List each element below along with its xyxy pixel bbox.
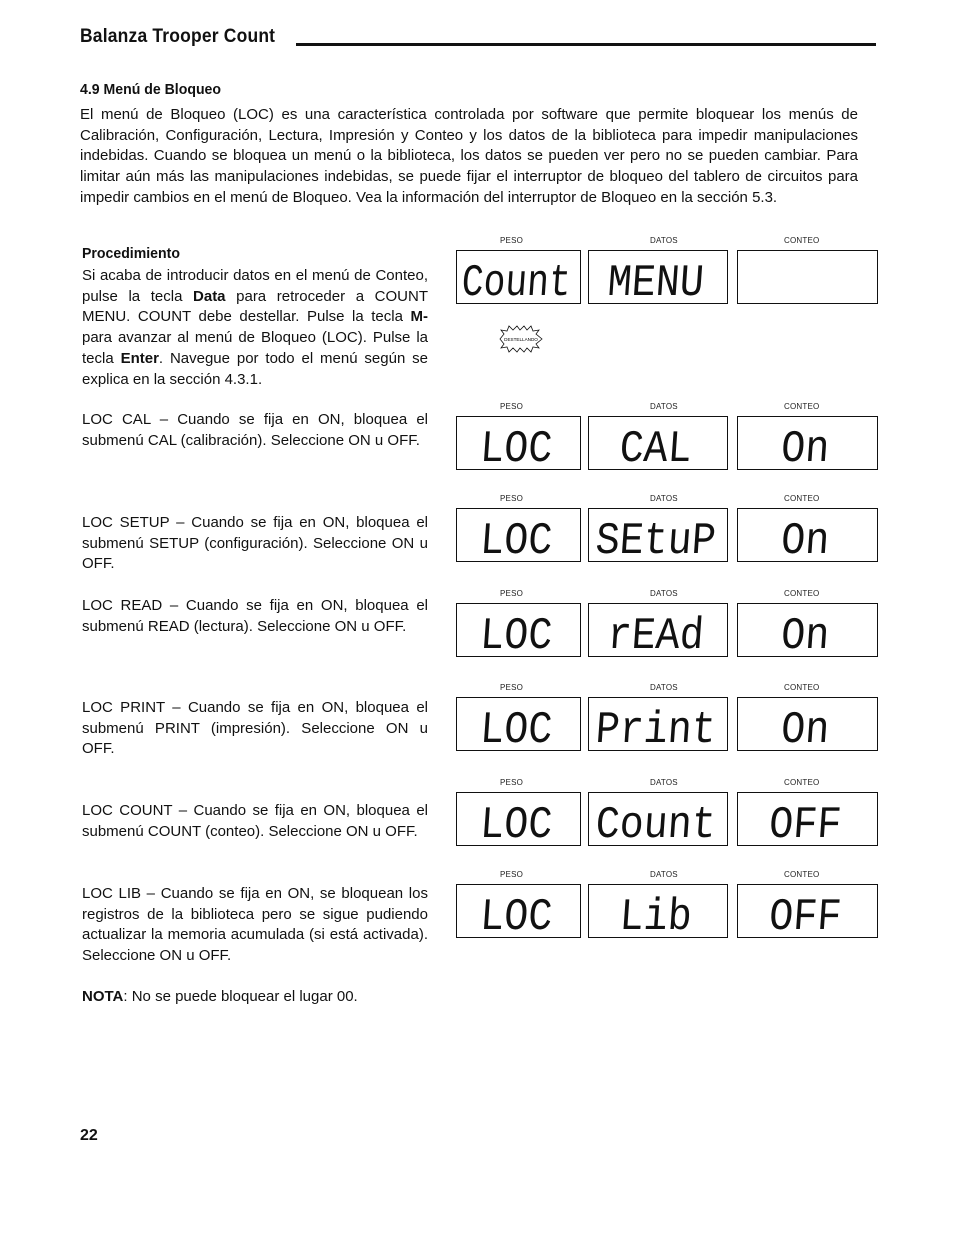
procedure-heading: Procedimiento <box>82 245 180 262</box>
datos-display <box>588 416 728 475</box>
conteo-caption: CONTEO <box>784 683 820 692</box>
datos-display-text: Lib <box>617 891 703 943</box>
peso-display-text: Count <box>459 257 599 309</box>
loc-setup-paragraph: LOC SETUP – Cuando se fija en ON, bloquea el submenú SETUP (configuración). Seleccione ON u OFF. <box>82 514 428 573</box>
conteo-display <box>737 792 878 851</box>
flashing-indicator-icon <box>498 324 544 354</box>
conteo-display-text: On <box>779 610 838 662</box>
peso-display <box>456 250 599 309</box>
conteo-caption: CONTEO <box>784 870 820 879</box>
datos-display-text: Count <box>593 799 733 851</box>
loc-cal-paragraph: LOC CAL – Cuando se fija en ON, bloquea el submenú CAL (calibración). Seleccione ON u OFF. <box>82 411 428 449</box>
procedure-paragraph <box>82 266 428 390</box>
peso-display <box>456 508 581 567</box>
section-heading: 4.9 Menú de Bloqueo <box>80 81 222 98</box>
page-number: 22 <box>80 1127 98 1144</box>
page-header <box>80 26 876 48</box>
datos-display-text: Print <box>593 704 733 756</box>
key-enter: Enter <box>120 349 159 367</box>
nota-paragraph <box>82 987 428 1008</box>
conteo-display <box>737 884 878 943</box>
procedure-text: para avanzar al menú de Bloqueo (LOC). Pulse la tecla <box>82 329 428 367</box>
conteo-display <box>737 603 878 662</box>
datos-caption: DATOS <box>650 870 678 879</box>
flash-label: DESTELLANDO <box>504 337 538 342</box>
key-data: Data <box>193 287 226 305</box>
conteo-caption: CONTEO <box>784 236 820 245</box>
peso-display-text: LOC <box>478 423 564 475</box>
document-title: Balanza Trooper Count <box>80 26 276 47</box>
procedure-text: Si acaba de introducir datos en el menú de Conteo, pulse la tecla <box>82 267 428 305</box>
peso-display <box>456 884 581 943</box>
peso-display-text: LOC <box>478 610 564 662</box>
datos-display <box>588 884 728 943</box>
peso-display-text: LOC <box>478 515 564 567</box>
nota-label: NOTA <box>82 988 124 1005</box>
intro-paragraph: El menú de Bloqueo (LOC) es una característica controlada por software que permite bloquear los menús de Calibración, Configuración, Lectura, Impresión y Conteo y los datos de la biblioteca para impedir manipulaciones indebidas. Cuando se bloquea un menú o la biblioteca, los datos se pueden ver pero no se pueden cambiar. Para limitar aún más las manipulaciones indebidas, se puede fijar el interruptor de bloqueo del tablero de circuitos para impedir cambios en el menú de Bloqueo. Vea la información del interruptor de Bloqueo en la sección 5.3. <box>80 106 858 206</box>
datos-caption: DATOS <box>650 236 678 245</box>
conteo-display-text: On <box>779 704 838 756</box>
datos-display-text: MENU <box>605 257 718 309</box>
peso-caption: PESO <box>500 870 524 879</box>
peso-display-text: LOC <box>478 891 564 943</box>
peso-display-text: LOC <box>478 704 564 756</box>
peso-caption: PESO <box>500 494 524 503</box>
display-row-loc-print <box>456 683 880 763</box>
display-row-loc-read <box>456 589 880 669</box>
conteo-caption: CONTEO <box>784 494 820 503</box>
conteo-display-text: OFF <box>767 799 853 851</box>
procedure-text: . Navegue por todo el menú según se explica en la sección 4.3.1. <box>82 349 428 388</box>
display-row-loc-setup <box>456 494 880 574</box>
display-row-loc-count <box>456 778 880 858</box>
peso-caption: PESO <box>500 589 524 598</box>
datos-display <box>588 792 733 851</box>
peso-caption: PESO <box>500 236 524 245</box>
datos-display-text: rEAd <box>605 610 718 662</box>
display-row-count-menu <box>456 236 880 316</box>
display-row-loc-lib <box>456 870 880 950</box>
loc-print-paragraph: LOC PRINT – Cuando se fija en ON, bloquea el submenú PRINT (impresión). Seleccione ON u OFF. <box>82 699 428 758</box>
datos-caption: DATOS <box>650 778 678 787</box>
datos-caption: DATOS <box>650 402 678 411</box>
peso-display <box>456 416 581 475</box>
peso-display <box>456 697 581 756</box>
peso-display <box>456 603 581 662</box>
conteo-caption: CONTEO <box>784 589 820 598</box>
key-m-minus: M- <box>410 308 428 326</box>
loc-lib-paragraph: LOC LIB – Cuando se fija en ON, se bloquean los registros de la biblioteca pero se sigue pudiendo actualizar la memoria acumulada (si está activada). Seleccione ON u OFF. <box>82 885 428 965</box>
peso-display-text: LOC <box>478 799 564 851</box>
conteo-display <box>737 508 878 567</box>
nota-text: : No se puede bloquear el lugar 00. <box>123 988 358 1005</box>
conteo-caption: CONTEO <box>784 402 820 411</box>
datos-caption: DATOS <box>650 494 678 503</box>
datos-display-text: SEtuP <box>593 515 733 567</box>
procedure-text: para retroceder a COUNT MENU. COUNT debe destellar. Pulse la tecla <box>82 287 428 326</box>
conteo-display <box>737 250 878 304</box>
peso-caption: PESO <box>500 778 524 787</box>
peso-display <box>456 792 581 851</box>
conteo-caption: CONTEO <box>784 778 820 787</box>
datos-display <box>588 603 728 662</box>
datos-caption: DATOS <box>650 683 678 692</box>
datos-display-text: CAL <box>617 423 703 475</box>
peso-caption: PESO <box>500 683 524 692</box>
datos-display <box>588 250 728 309</box>
loc-count-paragraph: LOC COUNT – Cuando se fija en ON, bloquea el submenú COUNT (conteo). Seleccione ON u OFF. <box>82 802 428 840</box>
display-row-loc-cal <box>456 402 880 482</box>
conteo-display <box>737 416 878 475</box>
conteo-display-text: OFF <box>767 891 853 943</box>
conteo-display <box>737 697 878 756</box>
datos-display <box>588 697 733 756</box>
datos-caption: DATOS <box>650 589 678 598</box>
peso-caption: PESO <box>500 402 524 411</box>
loc-read-paragraph: LOC READ – Cuando se fija en ON, bloquea el submenú READ (lectura). Seleccione ON u OFF. <box>82 597 428 635</box>
datos-display <box>588 508 733 567</box>
conteo-display-text: On <box>779 515 838 567</box>
conteo-display-text: On <box>779 423 838 475</box>
header-rule <box>296 43 876 46</box>
